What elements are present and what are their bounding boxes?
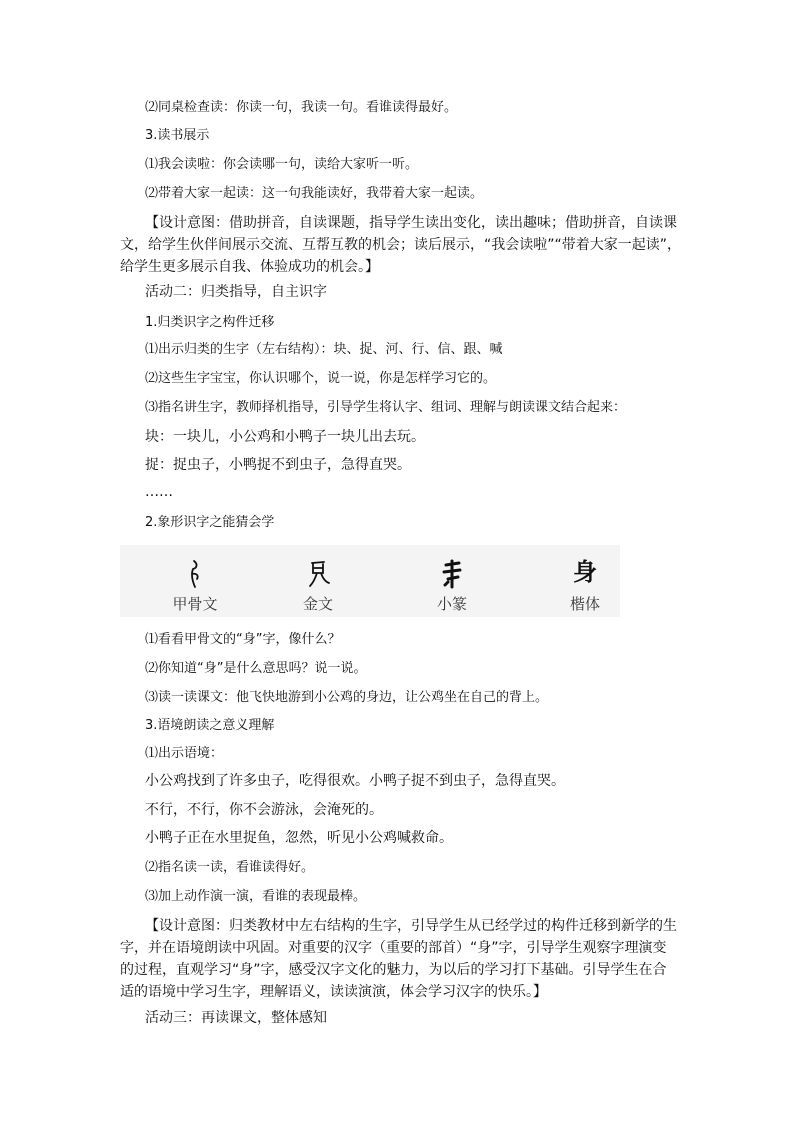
text-line: ⑴看看甲骨文的“身”字，像什么？ — [145, 632, 341, 647]
section-heading: 3.语境朗读之意义理解 — [145, 718, 275, 733]
text-line: ⑵指名读一读，看谁读得好。 — [145, 860, 315, 875]
context-line: 小鸭子正在水里捉鱼，忽然，听见小公鸡喊救命。 — [145, 830, 453, 846]
section-heading: 2.象形识字之能猜会学 — [145, 515, 275, 530]
context-line: 小公鸡找到了许多虫子，吃得很欢。小鸭子捉不到虫子，急得直哭。 — [145, 773, 565, 789]
design-intent-row: 的过程，直观学习“身”字，感受汉字文化的魅力，为以后的学习打下基础。引导学生在合 — [120, 962, 667, 978]
design-intent-row: 字，并在语境朗读中巩固。对重要的汉字（重要的部首）“身”字，引导学生观察字理演变 — [120, 940, 667, 956]
example-line: 捉：捉虫子，小鸭捉不到虫子，急得直哭。 — [145, 457, 411, 473]
regular-script-label: 楷体 — [569, 595, 600, 613]
design-intent-row: 【设计意图：借助拼音，自读课题，指导学生读出变化，读出趣味；借助拼音，自读课 — [145, 215, 677, 231]
character-evolution-figure — [120, 545, 620, 617]
activity-heading: 活动三：再读课文，整体感知 — [145, 1010, 327, 1026]
bronze-script-cell — [268, 545, 368, 617]
example-line: 块：一块儿，小公鸡和小鸭子一块儿出去玩。 — [145, 429, 425, 445]
bronze-script-label: 金文 — [302, 595, 333, 613]
design-intent-row: 【设计意图：归类教材中左右结构的生字，引导学生从已经学过的构件迁移到新学的生 — [145, 918, 677, 934]
oracle-bone-shen-glyph — [145, 555, 245, 589]
regular-shen-glyph: 身 — [573, 557, 597, 586]
design-intent-1 — [120, 212, 681, 278]
ellipsis: …… — [145, 484, 173, 500]
oracle-bone-label: 甲骨文 — [172, 595, 218, 613]
small-seal-cell — [402, 545, 502, 617]
text-line: ⑴出示归类的生字（左右结构）：块、捉、河、行、信、跟、喊 — [145, 342, 503, 357]
text-line: ⑴出示语境： — [145, 746, 224, 761]
activity-heading: 活动二：归类指导，自主识字 — [145, 284, 327, 300]
text-line: ⑵带着大家一起读：这一句我能读好，我带着大家一起读。 — [145, 186, 484, 201]
section-heading: 1.归类识字之构件迁移 — [145, 315, 275, 330]
design-intent-row: 文，给学生伙伴间展示交流、互帮互教的机会；读后展示，“我会读啦”“带着大家一起读”， — [120, 237, 682, 253]
text-line: ⑵这些生字宝宝，你认识哪个，说一说，你是怎样学习它的。 — [145, 371, 497, 386]
text-line: ⑶加上动作演一演，看谁的表现最棒。 — [145, 889, 367, 904]
text-line: ⑴我会读啦：你会读哪一句，读给大家听一听。 — [145, 157, 419, 172]
regular-script-cell — [535, 545, 635, 617]
text-line: ⑶读一读课文：他飞快地游到小公鸡的身边，让公鸡坐在自己的背上。 — [145, 690, 549, 705]
oracle-bone-cell — [145, 545, 245, 617]
text-line: ⑶指名讲生字，教师择机指导，引导学生将认字、组词、理解与朗读课文结合起来： — [145, 400, 627, 415]
small-seal-shen-glyph — [402, 555, 502, 589]
small-seal-label: 小篆 — [436, 595, 467, 613]
section-heading: 3.读书展示 — [145, 128, 210, 143]
design-intent-row: 适的语境中学习生字，理解语义，读读演演，体会学习汉字的快乐。】 — [120, 984, 547, 1000]
bronze-shen-glyph — [268, 555, 368, 589]
design-intent-2 — [120, 915, 677, 1003]
text-line: ⑵同桌检查读：你读一句，我读一句。看谁读得最好。 — [145, 100, 458, 115]
text-line: ⑵你知道“身”是什么意思吗？说一说。 — [145, 661, 367, 676]
context-line: 不行，不行，你不会游泳，会淹死的。 — [145, 802, 383, 818]
design-intent-row: 给学生更多展示自我、体验成功的机会。】 — [120, 259, 379, 275]
